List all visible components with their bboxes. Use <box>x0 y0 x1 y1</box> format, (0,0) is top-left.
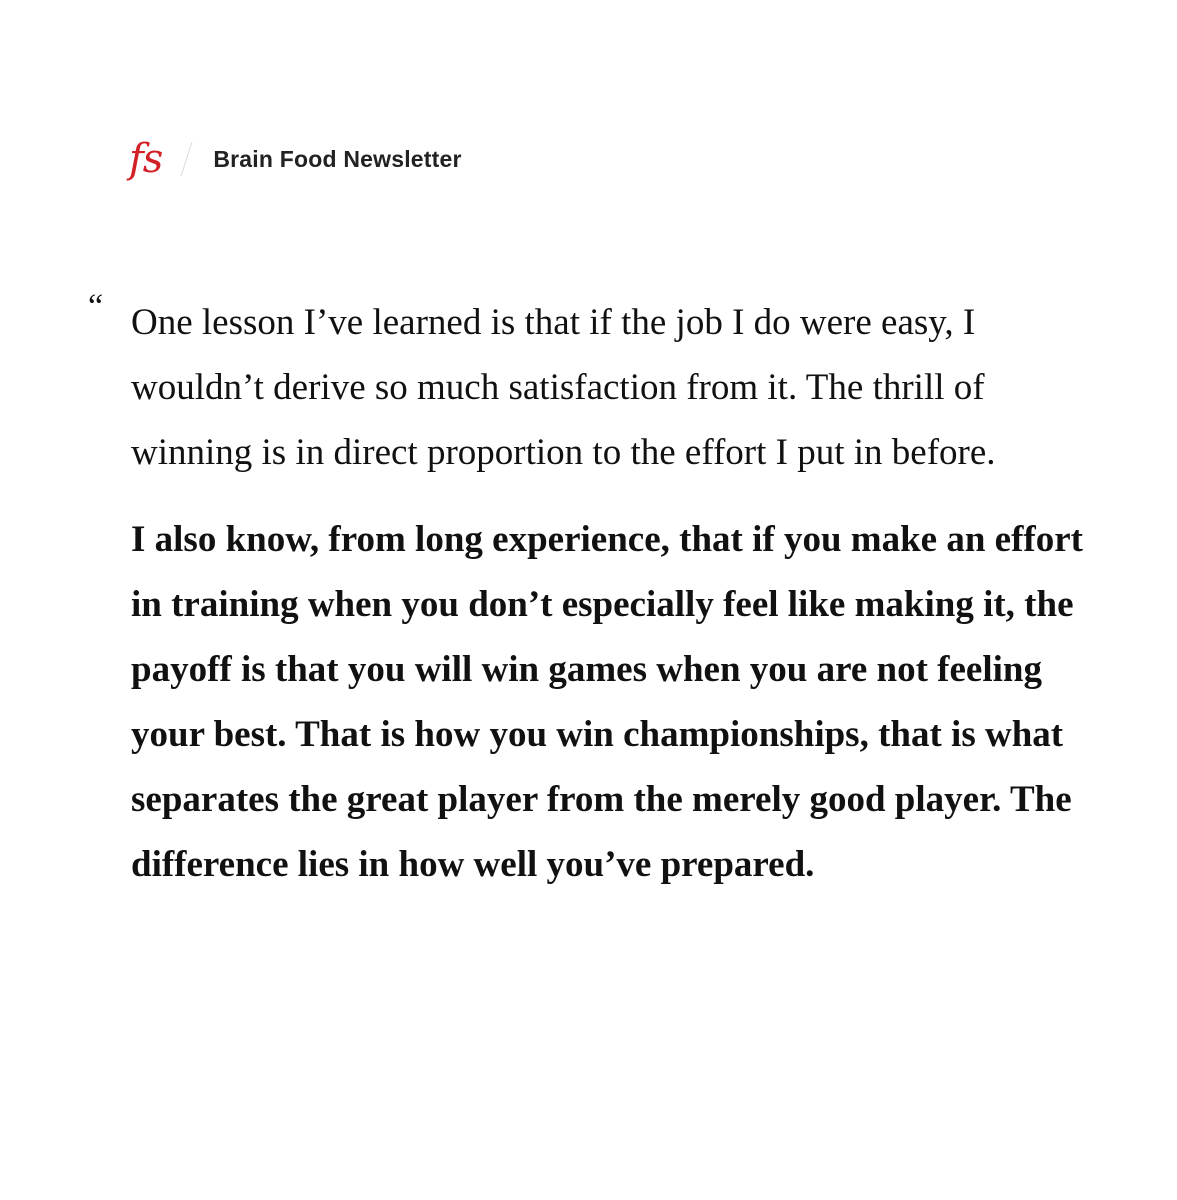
quote-paragraph-1: One lesson I’ve learned is that if the job I do were easy, I wouldn’t derive so much satisfaction from it. The thrill of winning is in direct proportion to the effort I put in before. <box>131 302 996 473</box>
fs-logo: fs <box>129 136 163 182</box>
quote-mark-icon: “ <box>88 288 104 325</box>
newsletter-title: Brain Food Newsletter <box>213 145 462 172</box>
header <box>129 136 462 182</box>
quote-paragraph-2: I also know, from long experience, that if you make an effort in training when you don’t especially feel like making it, the payoff is that you will win games when you are not feeling your best. That is how you win championships, that is what separates the great player from the merely good player. The difference lies in how well you’ve prepared. <box>131 519 1083 885</box>
header-divider <box>181 142 193 176</box>
quote-block <box>131 290 1091 897</box>
